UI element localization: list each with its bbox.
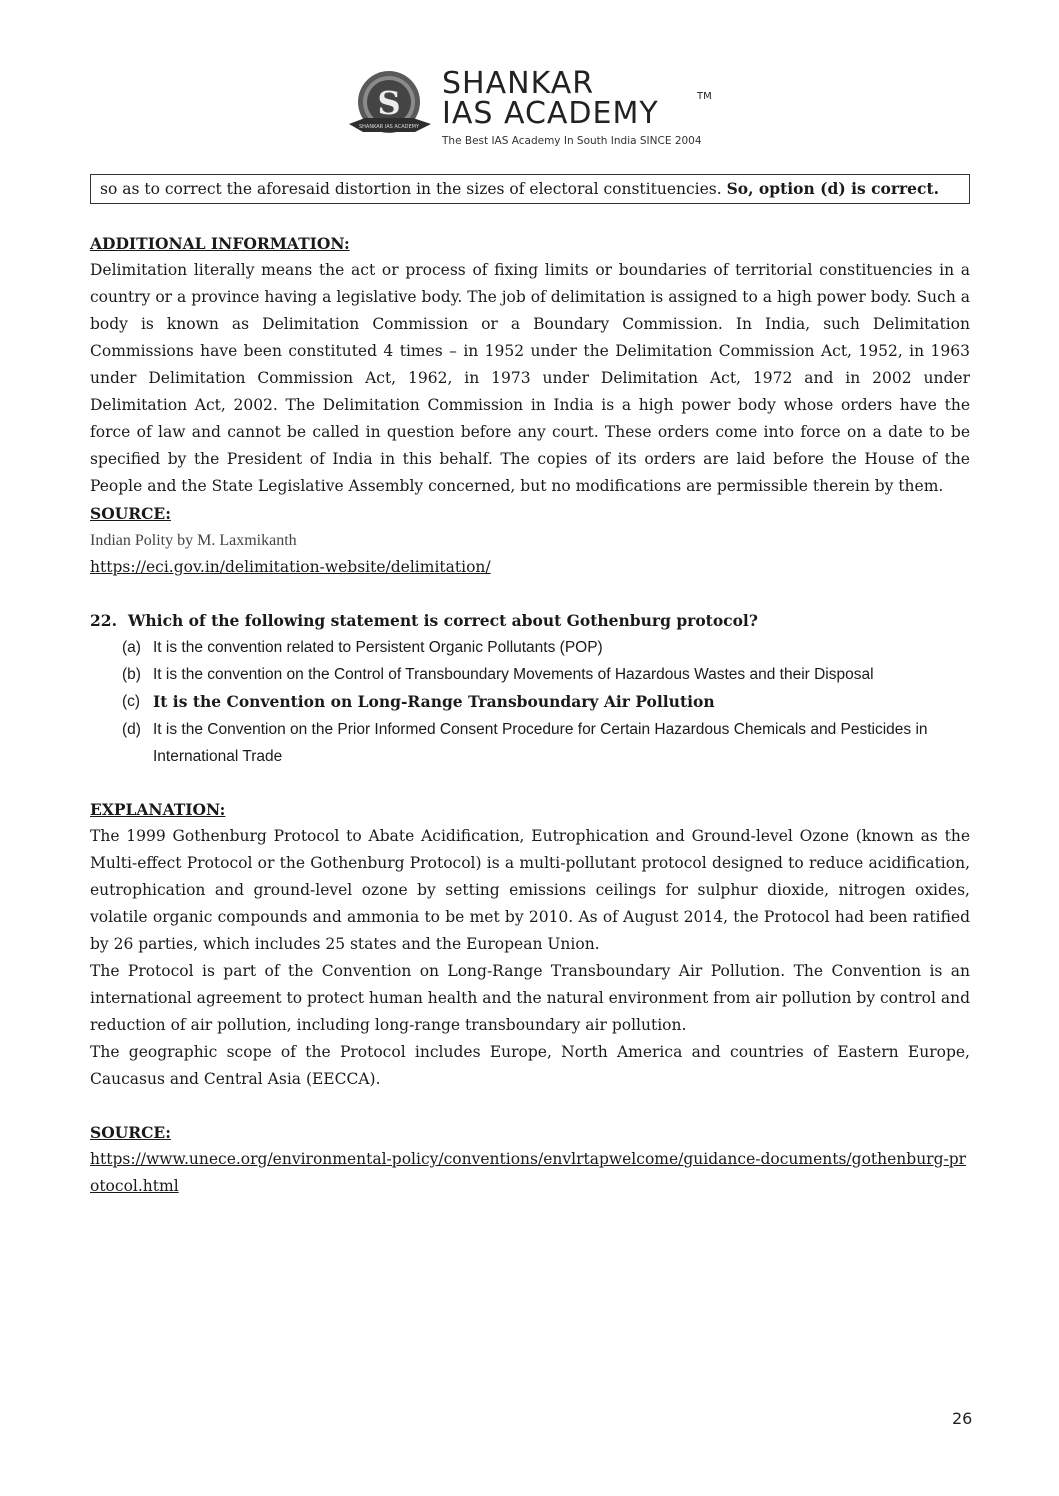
answer-box-conclusion: So, option (d) is correct.	[726, 179, 940, 198]
brand-name-line2: IAS ACADEMY	[442, 96, 659, 131]
option-b[interactable]	[122, 661, 970, 688]
additional-info-heading: ADDITIONAL INFORMATION:	[90, 234, 350, 253]
source-link-eci[interactable]: https://eci.gov.in/delimitation-website/delimitation/	[90, 558, 491, 576]
spacer	[90, 770, 970, 796]
svg-text:SHANKAR IAS ACADEMY: SHANKAR IAS ACADEMY	[358, 124, 420, 130]
explanation-source-heading: SOURCE:	[90, 1123, 171, 1142]
page-header	[345, 64, 725, 154]
academy-logo-emblem	[345, 68, 437, 150]
question-text: Which of the following statement is correct about Gothenburg protocol?	[128, 611, 758, 630]
option-c-correct[interactable]	[122, 688, 970, 716]
question-22	[90, 607, 970, 634]
option-letter: (c)	[122, 693, 141, 710]
trademark-mark: TM	[697, 91, 712, 102]
brand-tagline: The Best IAS Academy In South India SINCE 2004	[442, 135, 702, 147]
source-link-unece[interactable]: https://www.unece.org/environmental-policy/conventions/envlrtapwelcome/guidance-documents/gothenburg-protocol.html	[90, 1150, 967, 1195]
option-text: It is the convention related to Persistent Organic Pollutants (POP)	[153, 639, 603, 656]
explanation-paragraph-3: The geographic scope of the Protocol includes Europe, North America and countries of Eastern Europe, Caucasus and Central Asia (EECCA).	[90, 1043, 970, 1088]
spacer	[90, 1093, 970, 1119]
option-a[interactable]	[122, 634, 970, 661]
option-text: It is the Convention on the Prior Informed Consent Procedure for Certain Hazardous Chemicals and Pesticides in International Trade	[153, 721, 928, 765]
brand-name-line1: SHANKAR	[442, 66, 595, 101]
source-heading: SOURCE:	[90, 504, 171, 523]
option-letter: (d)	[122, 721, 141, 738]
explanation-paragraph-1: The 1999 Gothenburg Protocol to Abate Acidification, Eutrophication and Ground-level Ozone (known as the Multi-effect Protocol or the Gothenburg Protocol) is a multi-pollutant protocol designed to reduce acidification, eutrophication and ground-level ozone by setting emissions ceilings for sulphur dioxide, nitrogen oxides, volatile organic compounds and ammonia to be met by 2010. As of August 2014, the Protocol had been ratified by 26 parties, which includes 25 states and the European Union.	[90, 827, 970, 953]
option-d[interactable]	[122, 716, 970, 770]
page-number: 26	[952, 1409, 973, 1428]
source-book: Indian Polity by M. Laxmikanth	[90, 532, 297, 549]
answer-box-text: so as to correct the aforesaid distortion in the sizes of electoral constituencies.	[100, 180, 727, 198]
additional-info-paragraph: Delimitation literally means the act or process of fixing limits or boundaries of territorial constituencies in a country or a province having a legislative body. The job of delimitation is assigned to a high power body. Such a body is known as Delimitation Commission or a Boundary Commission. In India, such Delimitation Commissions have been constituted 4 times – in 1952 under the Delimitation Commission Act, 1952, in 1963 under Delimitation Commission Act, 1962, in 1973 under Delimitation Act, 1972 and in 2002 under Delimitation Act, 2002. The Delimitation Commission in India is a high power body whose orders have the force of law and cannot be called in question before any court. These orders come into force on a date to be specified by the President of India in this behalf. The copies of its orders are laid before the House of the People and the State Legislative Assembly concerned, but no modifications are permissible therein by them.	[90, 261, 970, 495]
explanation-heading: EXPLANATION:	[90, 800, 226, 819]
answer-options	[90, 634, 970, 770]
option-text: It is the convention on the Control of Transboundary Movements of Hazardous Wastes and their Disposal	[153, 666, 874, 683]
option-letter: (b)	[122, 666, 141, 683]
option-letter: (a)	[122, 639, 141, 656]
explanation-paragraph-2: The Protocol is part of the Convention on Long-Range Transboundary Air Pollution. The Convention is an international agreement to protect human health and the natural environment from air pollution by control and reduction of air pollution, including long-range transboundary air pollution.	[90, 962, 970, 1034]
svg-text:S: S	[377, 84, 401, 122]
question-number: 22.	[90, 611, 117, 630]
option-text: It is the Convention on Long-Range Transboundary Air Pollution	[153, 692, 715, 711]
answer-box	[90, 174, 970, 204]
page-content	[90, 174, 970, 1200]
